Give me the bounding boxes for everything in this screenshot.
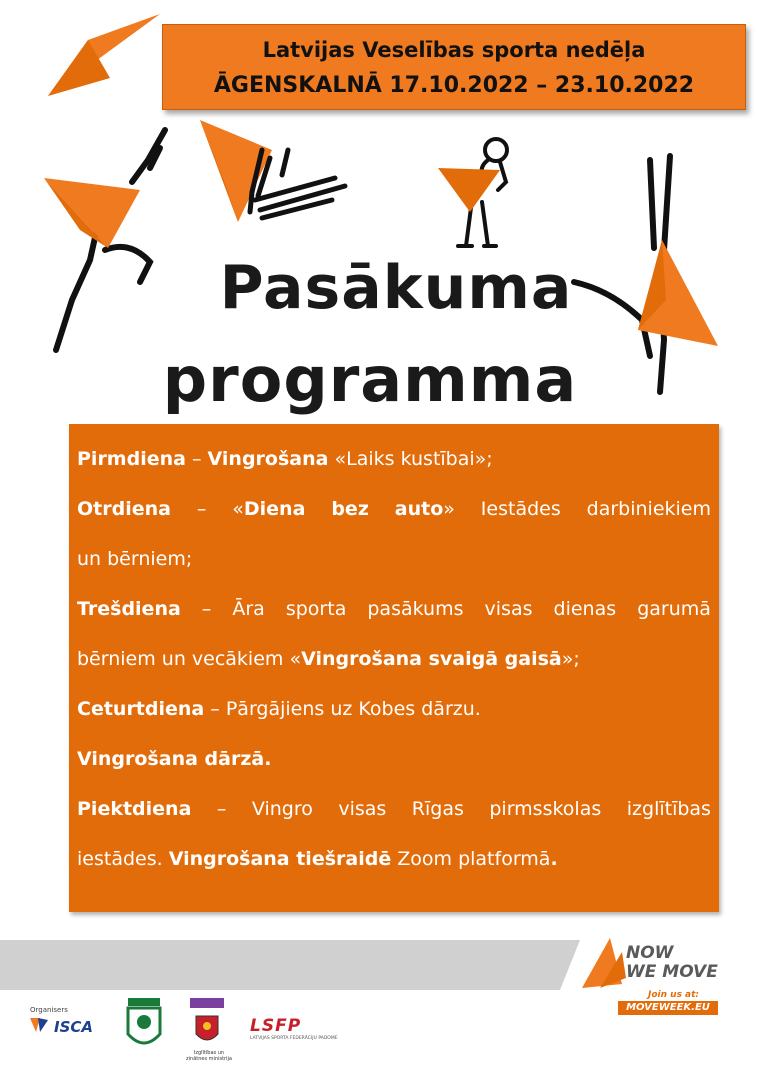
lisa-logo-text: LISA xyxy=(130,1000,148,1008)
day-label: Piektdiena xyxy=(77,798,192,820)
lsfp-logo-subtitle: LATVIJAS SPORTA FEDERĀCIJU PADOME xyxy=(250,1036,338,1041)
day-label: Trešdiena xyxy=(77,598,181,620)
day-label: Ceturtdiena xyxy=(77,698,205,720)
organisers-label: Organisers xyxy=(30,1006,68,1014)
program-box xyxy=(69,424,719,912)
day-label: Pirmdiena xyxy=(77,448,186,470)
day-label: Otrdiena xyxy=(77,498,171,520)
page-title-line2: programma xyxy=(162,343,578,416)
ministry-crest-icon xyxy=(190,998,224,1040)
isca-logo-text: ISCA xyxy=(54,1018,94,1036)
program-row-wednesday-cont: bērniem un vecākiem «Vingrošana svaigā gaisā»; xyxy=(77,648,580,670)
now-we-move-logo-text: NOW WE MOVE xyxy=(626,943,718,982)
standing-figure-icon xyxy=(438,139,507,246)
program-row-wednesday: Trešdiena – Āra sporta pasākums visas dienas garumā xyxy=(77,584,711,634)
program-row-tuesday: Otrdiena – «Diena bez auto» Iestādes darbiniekiem xyxy=(77,484,711,534)
join-us-label: Join us at: xyxy=(648,990,700,1000)
header-event-dates: ĀGENSKALNĀ 17.10.2022 – 23.10.2022 xyxy=(213,73,695,98)
diving-figure-icon xyxy=(200,120,345,222)
header-banner xyxy=(162,24,746,110)
organiser-logos xyxy=(0,990,400,1086)
top-left-triangle-icon xyxy=(48,14,160,96)
program-row-friday: Piektdiena – Vingro visas Rīgas pirmsskolas izglītības xyxy=(77,784,711,834)
program-row-friday-cont: iestādes. Vingrošana tiešraidē Zoom platformā. xyxy=(77,848,558,870)
program-row-tuesday-cont: un bērniem; xyxy=(77,548,193,570)
isca-logo-icon xyxy=(30,1018,48,1032)
page-title-line1: Pasākuma xyxy=(219,253,573,323)
lsfp-logo-text: LSFP xyxy=(250,1016,302,1036)
program-row-monday: Pirmdiena – Vingrošana «Laiks kustībai»; xyxy=(77,448,493,470)
ministry-logo-text: Izglītības un zinātnes ministrija xyxy=(186,1050,232,1062)
header-event-title: Latvijas Veselības sporta nedēļa xyxy=(262,38,646,62)
program-row-thursday-cont: Vingrošana dārzā. xyxy=(77,748,272,770)
moveweek-link[interactable]: MOVEWEEK.EU xyxy=(618,1001,718,1015)
program-row-thursday: Ceturtdiena – Pārgājiens uz Kobes dārzu. xyxy=(77,698,481,720)
